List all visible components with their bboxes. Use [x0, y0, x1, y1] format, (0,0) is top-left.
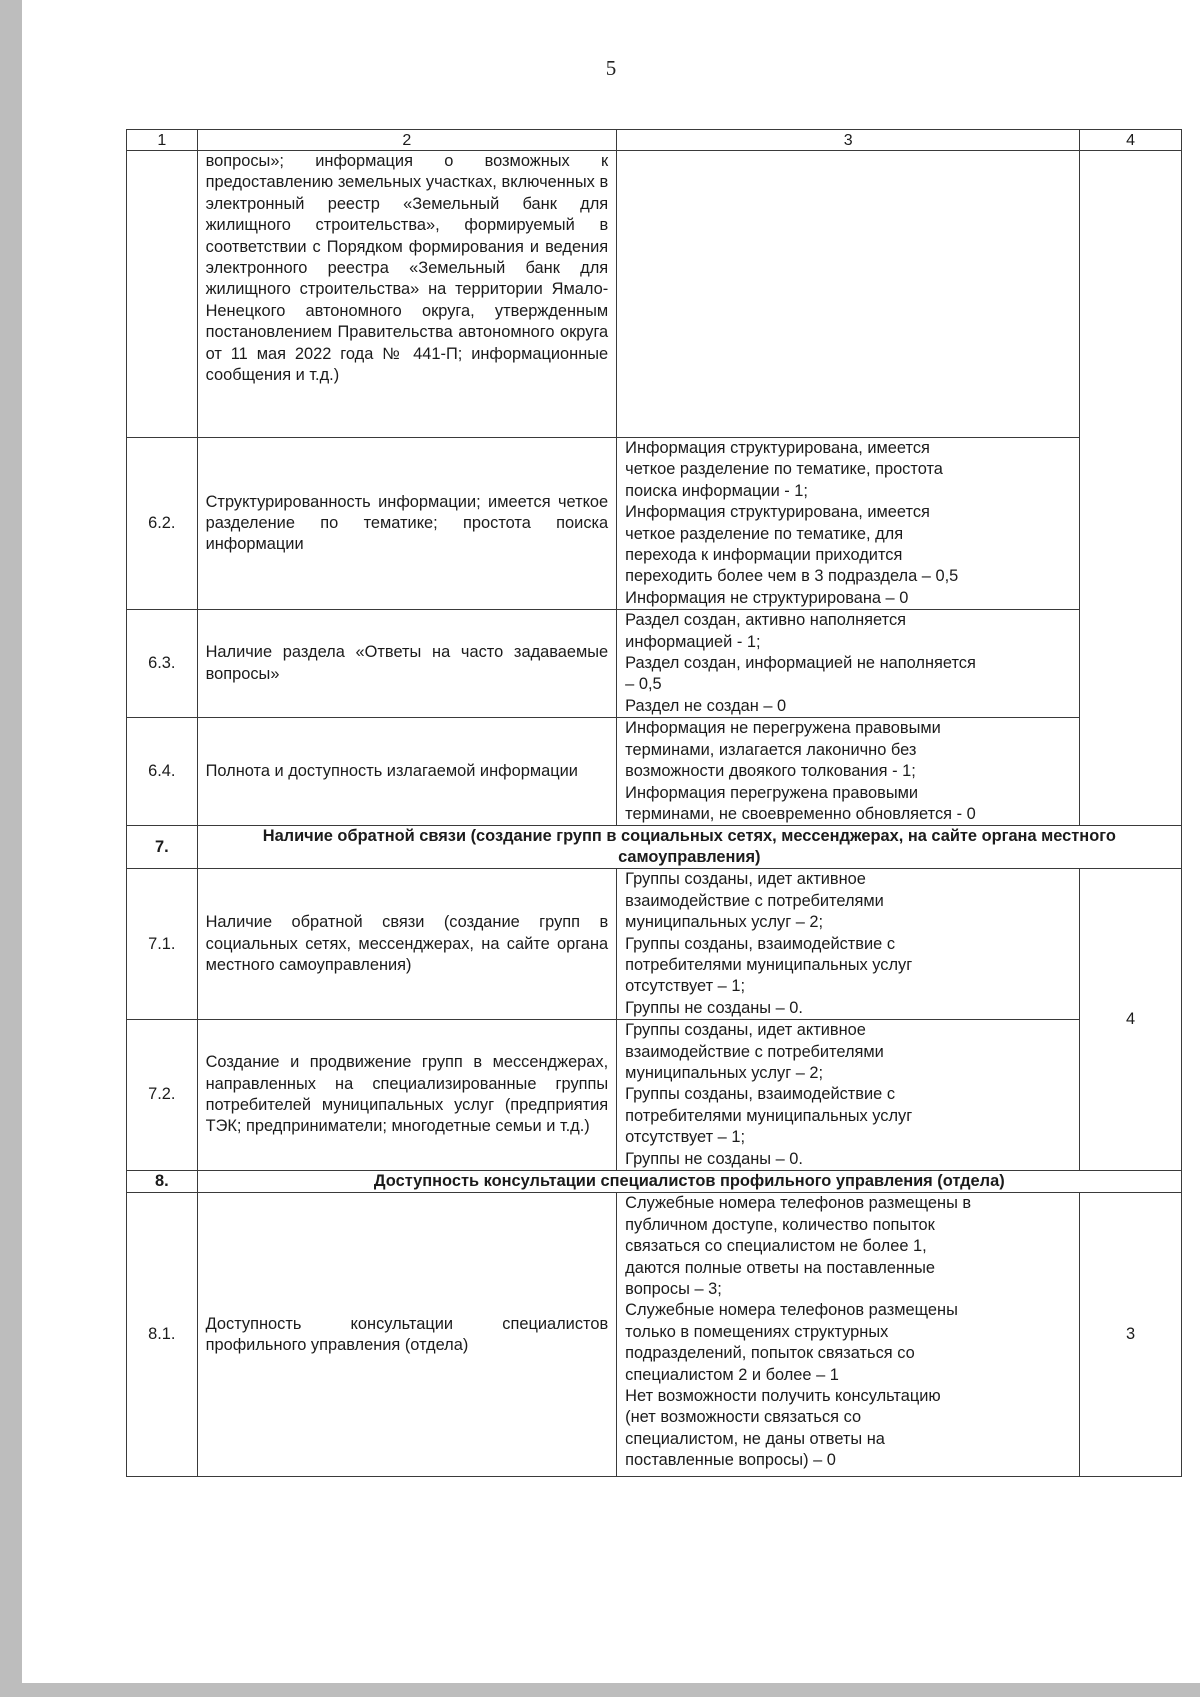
num-cell: 6.4. [127, 718, 198, 826]
section-row [127, 826, 1182, 869]
document-page [22, 0, 1200, 1683]
header-cell: 3 [617, 130, 1080, 151]
section-num: 7. [127, 826, 198, 869]
criteria-cell: Информация структурирована, имеется четкое разделение по тематике, простота поиска информации - 1; Информация структурирована, имеется четкое разделение по тематике, для перехода к информации приходится переходить более чем в 3 подраздела – 0,5 Информация не структурирована – 0 [617, 438, 1080, 610]
criteria-cell [617, 151, 1080, 438]
criteria-cell: Служебные номера телефонов размещены в публичном доступе, количество попыток связаться со специалистом не более 1, даются полные ответы на поставленные вопросы – 3; Служебные номера телефонов размещены только в помещениях структурных подразделений, попыток связаться со специалистом 2 и более – 1 Нет возможности получить консультацию (нет возможности связаться со специалистом, не даны ответы на поставленные вопросы) – 0 [617, 1193, 1080, 1477]
indicator-cell: Наличие раздела «Ответы на часто задаваемые вопросы» [197, 610, 617, 718]
indicator-cell: Полнота и доступность излагаемой информации [197, 718, 617, 826]
table-row [127, 1020, 1182, 1171]
section-num: 8. [127, 1171, 198, 1193]
indicator-cell: вопросы»; информация о возможных к предоставлению земельных участках, включенных в электронный реестр «Земельный банк для жилищного строительства», формируемый в соответствии с Порядком формирования и ведения электронного реестра «Земельный банк для жилищного строительства» на территории Ямало-Ненецкого автономного округа, утвержденным постановлением Правительства автономного округа от 11 мая 2022 года № 441-П; информационные сообщения и т.д.) [197, 151, 617, 438]
table-row [127, 869, 1182, 1020]
indicator-cell: Структурированность информации; имеется четкое разделение по тематике; простота поиска информации [197, 438, 617, 610]
num-cell: 6.2. [127, 438, 198, 610]
score-cell [1080, 151, 1182, 826]
num-cell [127, 151, 198, 438]
header-cell: 4 [1080, 130, 1182, 151]
section-title: Наличие обратной связи (создание групп в социальных сетях, мессенджерах, на сайте органа местного самоуправления) [197, 826, 1181, 869]
num-cell: 8.1. [127, 1193, 198, 1477]
criteria-cell: Информация не перегружена правовыми терминами, излагается лаконично без возможности двоякого толкования - 1; Информация перегружена правовыми терминами, не своевременно обновляется - 0 [617, 718, 1080, 826]
table-row [127, 718, 1182, 826]
table-row [127, 610, 1182, 718]
table-row [127, 151, 1182, 438]
table-row [127, 1193, 1182, 1477]
table-header-row [127, 130, 1182, 151]
section-row [127, 1171, 1182, 1193]
criteria-cell: Группы созданы, идет активное взаимодействие с потребителями муниципальных услуг – 2; Группы созданы, взаимодействие с потребителями муниципальных услуг отсутствует – 1; Группы не созданы – 0. [617, 1020, 1080, 1171]
indicator-cell: Доступность консультации специалистов профильного управления (отдела) [197, 1193, 617, 1477]
indicator-cell: Наличие обратной связи (создание групп в социальных сетях, мессенджерах, на сайте органа местного самоуправления) [197, 869, 617, 1020]
score-cell: 4 [1080, 869, 1182, 1171]
criteria-cell: Раздел создан, активно наполняется информацией - 1; Раздел создан, информацией не наполняется – 0,5 Раздел не создан – 0 [617, 610, 1080, 718]
table-row [127, 438, 1182, 610]
num-cell: 6.3. [127, 610, 198, 718]
header-cell: 1 [127, 130, 198, 151]
evaluation-table [126, 129, 1182, 1477]
criteria-cell: Группы созданы, идет активное взаимодействие с потребителями муниципальных услуг – 2; Группы созданы, взаимодействие с потребителями муниципальных услуг отсутствует – 1; Группы не созданы – 0. [617, 869, 1080, 1020]
indicator-cell: Создание и продвижение групп в мессенджерах, направленных на специализированные группы потребителей муниципальных услуг (предприятия ТЭК; предприниматели; многодетные семьи и т.д.) [197, 1020, 617, 1171]
header-cell: 2 [197, 130, 617, 151]
num-cell: 7.2. [127, 1020, 198, 1171]
score-cell: 3 [1080, 1193, 1182, 1477]
num-cell: 7.1. [127, 869, 198, 1020]
section-title: Доступность консультации специалистов профильного управления (отдела) [197, 1171, 1181, 1193]
page-number: 5 [605, 56, 617, 80]
